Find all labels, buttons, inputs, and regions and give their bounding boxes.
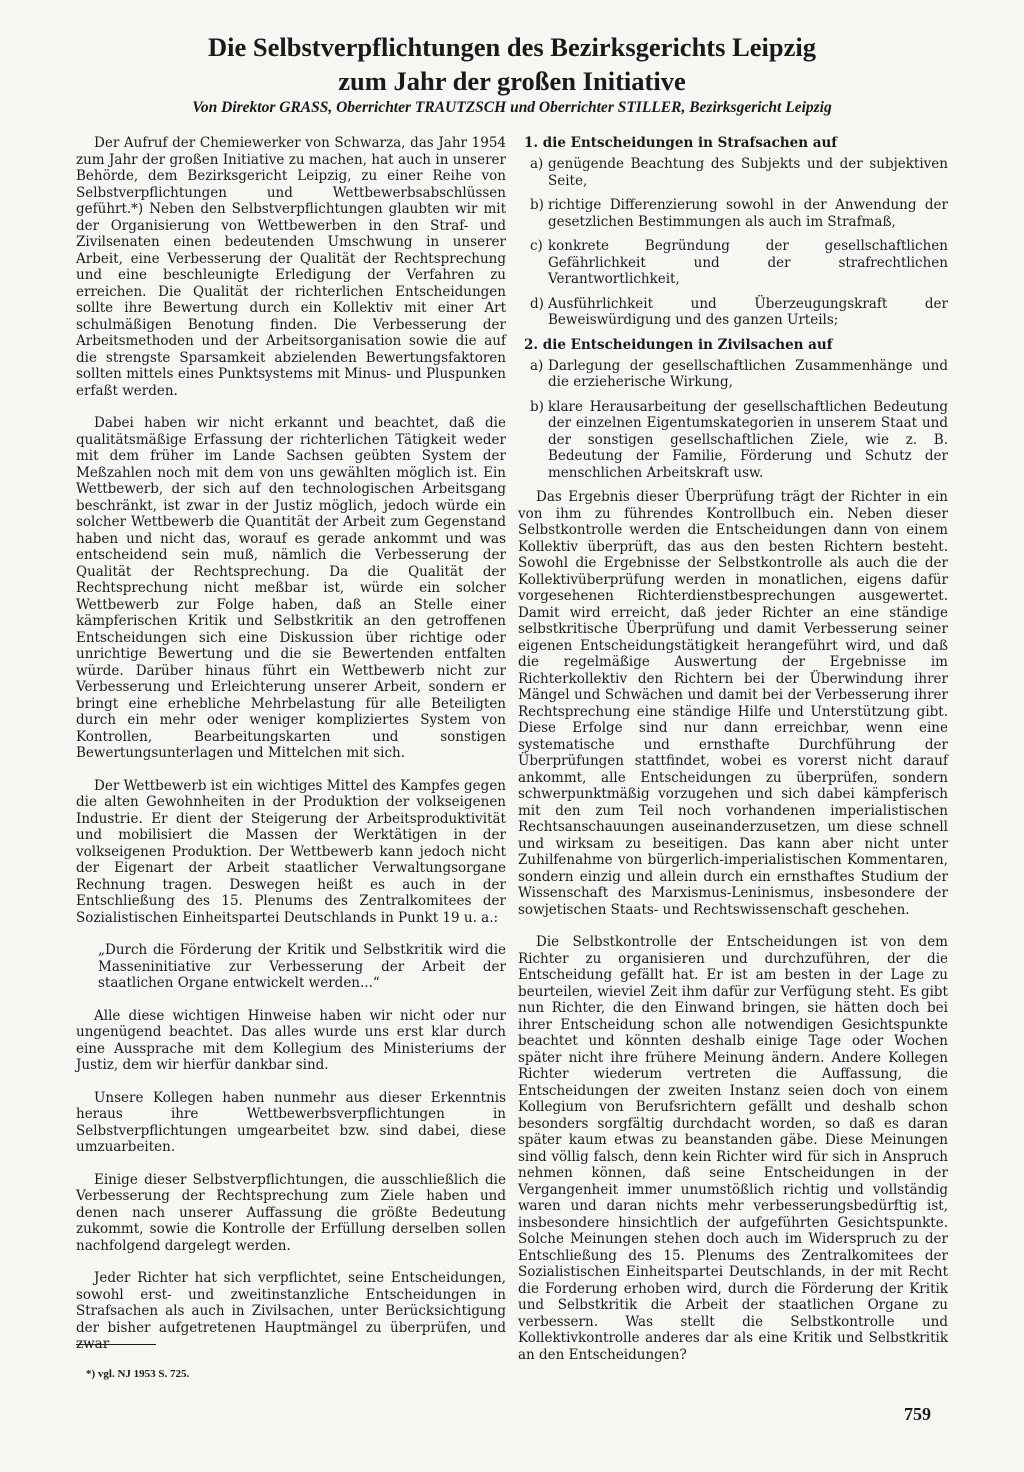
article-title: [0, 30, 1024, 98]
title-line-1: Die Selbstverpflichtungen des Bezirksgerichts Leipzig: [208, 32, 816, 62]
quote: „Durch die Förderung der Kritik und Selbstkritik wird die Masseninitiative zur Verbesserung der Arbeit der staatlichen Organe entwickelt werden...“: [98, 942, 506, 991]
list-item: [518, 238, 948, 288]
left-column: [76, 135, 506, 1369]
paragraph: Dabei haben wir nicht erkannt und beachtet, daß die qualitätsmäßige Erfassung der richterlichen Tätigkeit weder mit dem früher im Lande Sachsen geübten System der Meßzahlen noch mit dem von uns gewählten möglich ist. Ein Wettbewerb, der sich auf den technologischen Arbeitsgang beschränkt, ist zwar in der Justiz möglich, jedoch würde ein solcher Wettbewerb die Quantität der Arbeit zum Gegenstand haben und nicht das, worauf es gerade ankommt und was entscheidend sein muß, nämlich die Verbesserung der Qualität der Rechtsprechung. Da die Qualität der Rechtsprechung nicht meßbar ist, würde ein solcher Wettbewerb zur Folge haben, daß an Stelle einer kämpferischen Kritik und Selbstkritik an den getroffenen Entscheidungen sich eine Diskussion über richtige oder unrichtige Bewertung und die sie Bewertenden entfalten würde. Darüber hinaus führt ein Wettbewerb nicht zur Verbesserung und Erleichterung unserer Arbeit, sondern er bringt eine erhebliche Mehrbelastung für alle Beteiligten durch ein mehr oder weniger kompliziertes System von Kontrollen, Bearbeitungskarten und sonstigen Bewertungsunterlagen und Mittelchen mit sich.: [76, 415, 506, 761]
list-marker: b): [530, 398, 544, 415]
right-column: [518, 135, 948, 1379]
paragraph: Unsere Kollegen haben nunmehr aus dieser Erkenntnis heraus ihre Wettbewerbsverpflichtungen in Selbstverpflichtungen umgearbeitet bzw. sind dabei, diese umzuarbeiten.: [76, 1089, 506, 1155]
paragraph: Das Ergebnis dieser Überprüfung trägt der Richter in ein von ihm zu führendes Kontrollbuch ein. Neben dieser Selbstkontrolle werden die Entscheidungen dann von einem Kollektiv überprüft, das aus den besten Richtern besteht. Sowohl die Ergebnisse der Selbstkontrolle als auch die der Kollektivüberprüfung werden in monatlichen, eigens dafür vorgesehenen Richterdienstbesprechungen ausgewertet. Damit wird erreicht, daß jeder Richter an eine ständige selbstkritische Überprüfung und damit Verbesserung seiner eigenen Entscheidungstätigkeit herangeführt wird, und daß die regelmäßige Auswertung der Ergebnisse im Richterkollektiv den Richtern bei der Überwindung ihrer Mängel und Schwächen und damit bei der Verbesserung ihrer Rechtsprechung eine ständige Hilfe und Unterstützung gibt. Diese Erfolge sind nur dann erreichbar, wenn eine systematische und ernsthafte Durchführung der Überprüfungen stattfindet, wobei es vorerst nicht darauf ankommt, alle Entscheidungen zu überprüfen, sondern schwerpunktmäßig vorzugehen und sich dabei kämpferisch mit den zum Teil noch vorhandenen imperialistischen Rechtsanschauungen auseinanderzusetzen, um diese schnell und wirksam zu beseitigen. Das kann aber nicht unter Zuhilfenahme von bürgerlich-imperialistischen Kommentaren, sondern einzig und allein durch ein ernsthaftes Studium der Wissenschaft des Marxismus-Leninismus, insbesondere der sowjetischen Staats- und Rechtswissenschaft geschehen.: [518, 489, 948, 918]
footnote: *) vgl. NJ 1953 S. 725.: [86, 1368, 190, 1380]
footnote-rule: [76, 1344, 156, 1345]
paragraph: Der Aufruf der Chemiewerker von Schwarza, das Jahr 1954 zum Jahr der großen Initiative zu machen, hat auch in unserer Behörde, dem Bezirksgericht Leipzig, zu einer Reihe von Selbstverpflichtungen und Wettbewerbsabschlüssen geführt.*) Neben den Selbstverpflichtungen glaubten wir mit der Organisierung von Wettbewerben in den Straf- und Zivilsenaten einen bedeutenden Umschwung in unserer Arbeit, eine Verbesserung der Qualität der Rechtsprechung und eine beschleunigte Erledigung der Verfahren zu erreichen. Die Qualität der richterlichen Entscheidungen sollte ihre Bewertung durch ein Kollektiv mit einer Art schulmäßigen Benotung finden. Die Verbesserung der Arbeitsmethoden und der Arbeitsorganisation sowie die auf die strengste Sparsamkeit abzielenden Bewertungsfaktoren sollten mittels eines Punktsystems mit Minus- und Pluspunken erfaßt werden.: [76, 135, 506, 399]
page-number: 759: [904, 1404, 931, 1424]
list-item-text: genügende Beachtung des Subjekts und der subjektiven Seite,: [548, 156, 948, 189]
list-item: [518, 296, 948, 329]
list-heading-civil: 2. die Entscheidungen in Zivilsachen auf: [524, 336, 833, 353]
list-item-text: konkrete Begründung der gesellschaftlichen Gefährlichkeit und der strafrechtlichen Verantwortlichkeit,: [548, 238, 948, 287]
paragraph: Die Selbstkontrolle der Entscheidungen ist von dem Richter zu organisieren und durchzuführen, der die Entscheidung gefällt hat. Er ist am besten in der Lage zu beurteilen, wieviel Zeit ihm dafür zur Verfügung steht. Es gibt nun Richter, die den Einwand bringen, sie hätten doch bei ihrer Entscheidung schon alle notwendigen Gesichtspunkte beachtet und könnten deshalb einige Tage oder Wochen später nicht ihre frühere Meinung ändern. Andere Kollegen Richter wiederum vertreten die Auffassung, die Entscheidungen der zweiten Instanz seien doch von einem Kollegium von Berufsrichtern gefällt und deshalb schon besonders sorgfältig durchdacht worden, so daß es daran später kaum etwas zu beanstanden gäbe. Diese Meinungen sind völlig falsch, denn kein Richter wird für sich in Anspruch nehmen können, daß seine Entscheidungen in der Vergangenheit immer unumstößlich richtig und vollständig waren und daran nichts mehr verbesserungsbedürftig ist, insbesondere hinsichtlich der aufgeführten Gesichtspunkte. Solche Meinungen stehen doch auch im Widerspruch zu der Entschließung des 15. Plenums des Zentralkomitees der Sozialistischen Einheitspartei Deutschlands, in der mit Recht die Forderung erhoben wird, durch die Förderung der Kritik und Selbstkritik die Arbeit der staatlichen Organe zu verbessern. Was stellt die Selbstkontrolle und Kollektivkontrolle anderes dar als eine Kritik und Selbstkritik an den Entscheidungen?: [518, 934, 948, 1363]
byline: Von Direktor GRASS, Oberrichter TRAUTZSCH und Oberrichter STILLER, Bezirksgericht Leipzig: [192, 99, 832, 116]
title-line-2: zum Jahr der großen Initiative: [338, 66, 686, 96]
paragraph: Einige dieser Selbstverpflichtungen, die ausschließlich die Verbesserung der Rechtsprechung zum Ziele haben und denen nach unserer Auffassung die größte Bedeutung zukommt, sowie die Kontrolle der Erfüllung derselben sollen nachfolgend dargelegt werden.: [76, 1171, 506, 1254]
list-marker: c): [530, 238, 543, 254]
paragraph: Jeder Richter hat sich verpflichtet, seine Entscheidungen, sowohl erst- und zweitinstanzliche Entscheidungen in Strafsachen als auch in Zivilsachen, unter Berücksichtigung der bisher aufgetretenen Hauptmängel zu überprüfen, und zwar: [76, 1270, 506, 1352]
paragraph: Der Wettbewerb ist ein wichtiges Mittel des Kampfes gegen die alten Gewohnheiten in der Produktion der volkseigenen Industrie. Er dient der Steigerung der Arbeitsproduktivität und mobilisiert die Massen der Werktätigen in der volkseigenen Produktion. Der Wettbewerb kann jedoch nicht der Eigenart der Arbeit staatlicher Verwaltungsorgane Rechnung tragen. Deswegen heißt es auch in der Entschließung des 15. Plenums des Zentralkomitees der Sozialistischen Einheitspartei Deutschlands in Punkt 19 u. a.:: [76, 777, 506, 926]
list-item: [518, 197, 948, 230]
list-item: [518, 399, 948, 482]
list-item-text: klare Herausarbeitung der gesellschaftlichen Bedeutung der einzelnen Eigentumskategorien in unserem Staat und der sonstigen gesellschaftlichen Ziele, wie z. B. Bedeutung der Familie, Förderung und Schutz der menschlichen Arbeitskraft usw.: [548, 398, 948, 481]
list-marker: a): [530, 357, 544, 374]
list-item: [518, 358, 948, 391]
list-item-text: richtige Differenzierung sowohl in der Anwendung der gesetzlichen Bestimmungen als auch im Strafmaß,: [548, 197, 948, 230]
paragraph: Alle diese wichtigen Hinweise haben wir nicht oder nur ungenügend beachtet. Das alles wurde uns erst klar durch eine Aussprache mit dem Kollegium des Ministeriums der Justiz, dem wir hierfür dankbar sind.: [76, 1007, 506, 1073]
list-marker: b): [530, 197, 544, 213]
list-item-text: Darlegung der gesellschaftlichen Zusammenhänge und die erzieherische Wirkung,: [548, 357, 948, 390]
list-marker: a): [530, 156, 544, 172]
list-item-text: Ausführlichkeit und Überzeugungskraft der Beweiswürdigung und des ganzen Urteils;: [548, 295, 948, 328]
list-item: [518, 156, 948, 189]
list-marker: d): [530, 295, 544, 312]
list-heading-criminal: 1. die Entscheidungen in Strafsachen auf: [524, 135, 838, 151]
